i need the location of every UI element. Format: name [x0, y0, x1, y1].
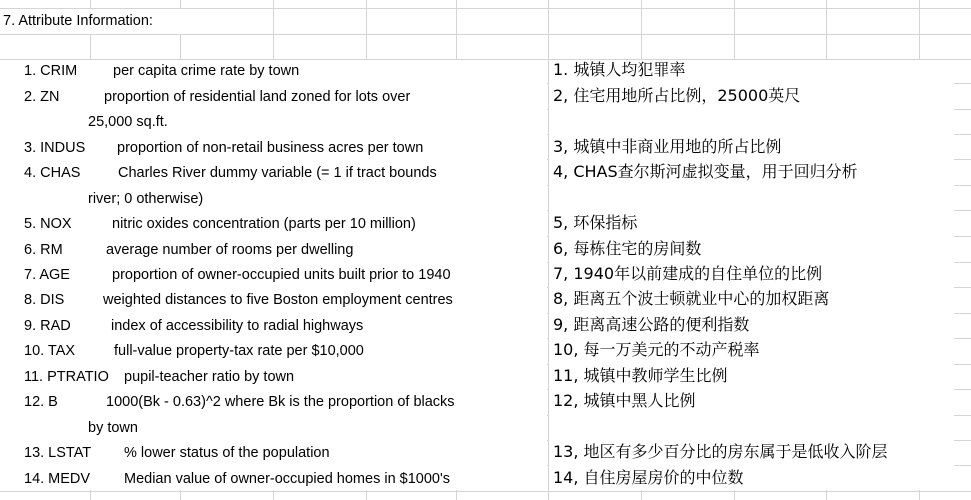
attribute-translation: 7, 1940年以前建成的自住单位的比例 — [553, 264, 823, 283]
attribute-description-continued: 25,000 sq.ft. — [88, 114, 168, 130]
attribute-description: per capita crime rate by town — [113, 63, 300, 79]
attribute-description: full-value property-tax rate per $10,000 — [114, 343, 364, 359]
attribute-translation: 1. 城镇人均犯罪率 — [553, 60, 686, 79]
attribute-description: weighted distances to five Boston employment centres — [103, 292, 453, 308]
attribute-translation: 13, 地区有多少百分比的房东属于是低收入阶层 — [553, 442, 888, 461]
attribute-translation: 5, 环保指标 — [553, 213, 638, 232]
attribute-code: 2. ZN — [24, 89, 60, 105]
attribute-code: 13. LSTAT — [24, 445, 92, 461]
sheet-title: 7. Attribute Information: — [3, 13, 153, 29]
attribute-description: proportion of owner-occupied units built prior to 1940 — [112, 267, 451, 283]
attribute-description: 1000(Bk - 0.63)^2 where Bk is the proportion of blacks — [106, 394, 455, 410]
attribute-description: pupil-teacher ratio by town — [124, 369, 295, 385]
attribute-translation: 9, 距离高速公路的便利指数 — [553, 315, 750, 334]
attribute-description: average number of rooms per dwelling — [106, 242, 354, 258]
attribute-code: 9. RAD — [24, 318, 71, 334]
attribute-description: Median value of owner-occupied homes in $1000's — [124, 471, 450, 487]
row-divider — [0, 491, 971, 492]
attribute-translation: 10, 每一万美元的不动产税率 — [553, 340, 760, 359]
attribute-translation: 8, 距离五个波士顿就业中心的加权距离 — [553, 289, 830, 308]
attribute-code: 4. CHAS — [24, 165, 81, 181]
attribute-translation: 2, 住宅用地所占比例，25000英尺 — [553, 86, 801, 105]
attribute-code: 12. B — [24, 394, 58, 410]
attribute-code: 10. TAX — [24, 343, 76, 359]
attribute-code: 11. PTRATIO — [24, 369, 109, 385]
attribute-code: 5. NOX — [24, 216, 72, 232]
attribute-description: nitric oxides concentration (parts per 10 million) — [112, 216, 416, 232]
attribute-code: 7. AGE — [24, 267, 70, 283]
attribute-translation: 11, 城镇中教师学生比例 — [553, 366, 728, 385]
attribute-code: 8. DIS — [24, 292, 65, 308]
attribute-translation: 12, 城镇中黑人比例 — [553, 391, 696, 410]
attribute-translation: 14, 自住房屋房价的中位数 — [553, 468, 744, 487]
attribute-description-continued: by town — [88, 420, 138, 436]
attribute-description: % lower status of the population — [124, 445, 330, 461]
row-divider — [0, 34, 971, 35]
attribute-translation: 4, CHAS查尔斯河虚拟变量，用于回归分析 — [553, 162, 858, 181]
attribute-translation: 3, 城镇中非商业用地的所占比例 — [553, 137, 782, 156]
attribute-code: 14. MEDV — [24, 471, 91, 487]
attribute-translation: 6, 每栋住宅的房间数 — [553, 239, 702, 258]
attribute-code: 1. CRIM — [24, 63, 78, 79]
attribute-code: 6. RM — [24, 242, 63, 258]
attribute-code: 3. INDUS — [24, 140, 86, 156]
attribute-description: proportion of residential land zoned for lots over — [104, 89, 411, 105]
attribute-description: Charles River dummy variable (= 1 if tract bounds — [118, 165, 437, 181]
attribute-description: proportion of non-retail business acres per town — [117, 140, 424, 156]
attribute-description-continued: river; 0 otherwise) — [88, 191, 204, 207]
attribute-description: index of accessibility to radial highways — [111, 318, 364, 334]
